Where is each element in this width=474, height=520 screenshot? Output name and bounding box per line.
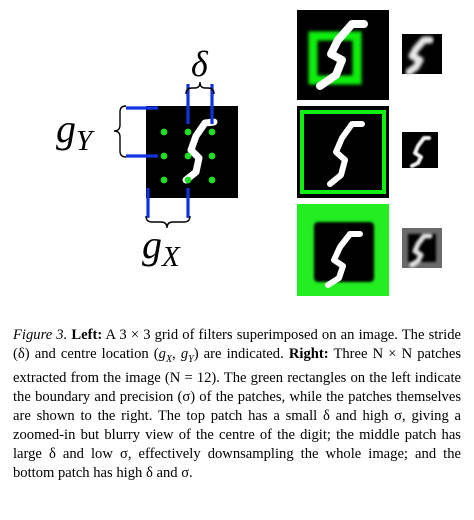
caption-gx: $g_X$	[158, 346, 173, 365]
figure-caption	[13, 326, 461, 483]
patch-middle	[402, 132, 438, 168]
centre-y-label: $g_Y$	[56, 106, 93, 157]
stride-label: δ	[191, 44, 208, 84]
figure-label: Figure 3.	[13, 327, 68, 343]
caption-text-2: ) are indicated.	[193, 346, 289, 362]
caption-text-3: Three N × N patches extracted from the image (N = 12). The green rectangles on the left indicate the boundary and precision (σ) of the patches, while the patches themselves are shown to the right. The top patch has a small δ and high σ, giving a zoomed-in but blurry view of the centre of the digit; the middle patch has large δ and low σ, effectively downsampling the whole image; and the bottom patch has high δ and σ.	[13, 346, 462, 481]
boundary-image-bottom	[297, 204, 389, 296]
left-label: Left:	[71, 327, 103, 343]
right-label: Right:	[288, 346, 329, 362]
boundary-image-top	[297, 10, 389, 100]
caption-sep: ,	[172, 346, 181, 362]
boundary-image-middle	[297, 106, 389, 198]
caption-gy: $g_Y$	[180, 346, 194, 365]
centre-y-brace	[114, 106, 126, 157]
centre-x-label: $g_X$	[142, 222, 180, 273]
caption-text-1: A 3 × 3 grid of filters superimposed on an image. The stride (δ) and centre location (	[13, 327, 461, 362]
patch-top	[402, 34, 442, 74]
patch-bottom	[402, 228, 442, 268]
filter-grid-panel	[56, 44, 238, 273]
